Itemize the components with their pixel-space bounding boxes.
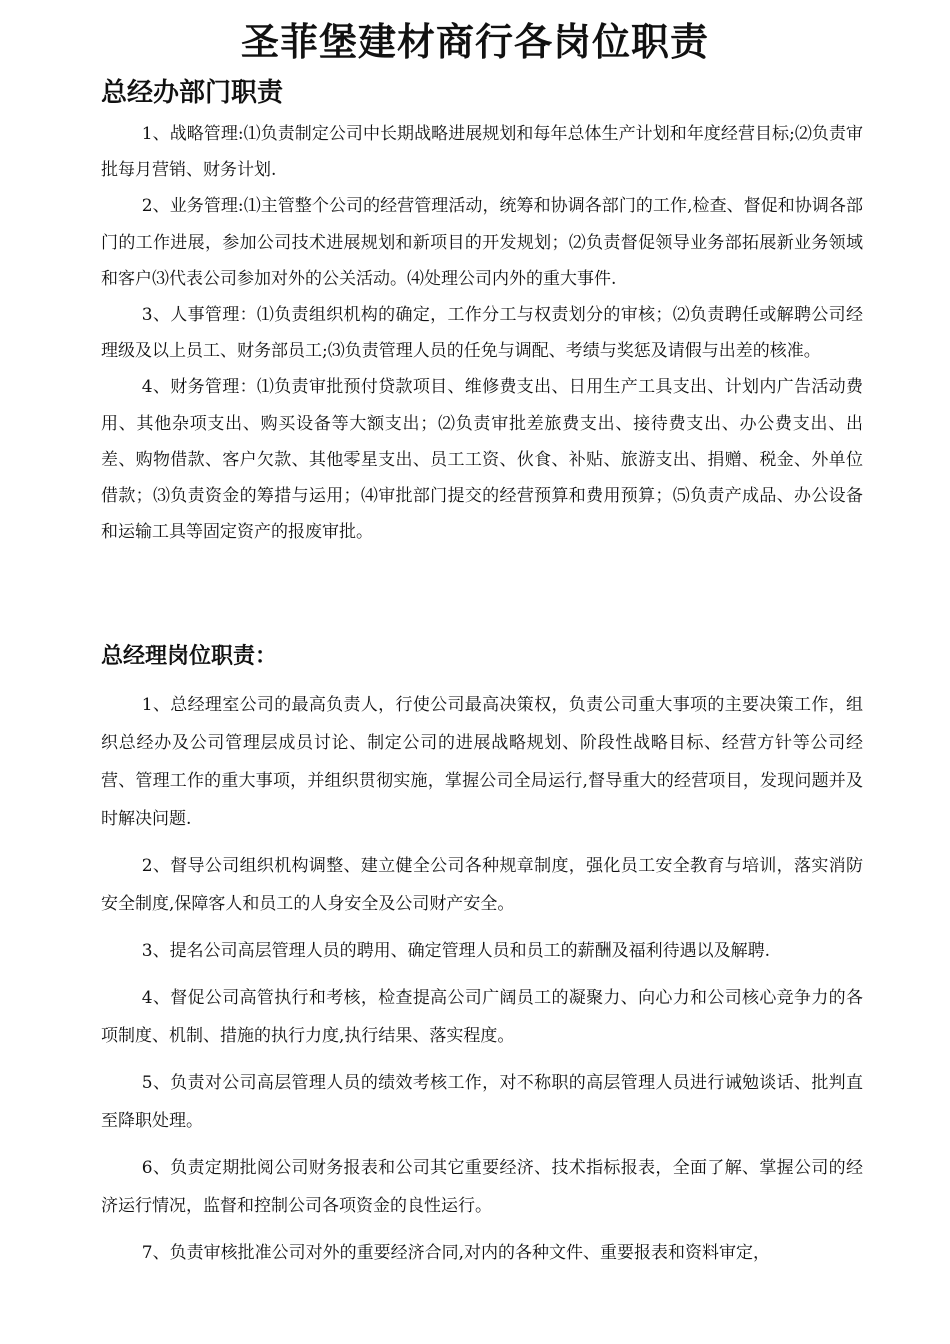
section-heading-general-office: 总经办部门职责 [101, 78, 284, 108]
section-heading-general-manager: 总经理岗位职责： [101, 644, 278, 669]
document-title: 圣菲堡建材商行各岗位职责 [240, 20, 709, 64]
duty-paragraph-personnel: 3、人事管理：⑴负责组织机构的确定，工作分工与权责划分的审核；⑵负责聘任或解聘公司经理级及以上员工、财务部员工;⑶负责管理人员的任免与调配、考绩与奖惩及请假与出差的核准。 [101, 305, 863, 362]
gm-duty-paragraph-2: 2、督导公司组织机构调整、建立健全公司各种规章制度，强化员工安全教育与培训，落实消防安全制度,保障客人和员工的人身安全及公司财产安全。 [101, 856, 863, 914]
general-office-duties [101, 116, 863, 550]
gm-duty-paragraph-7: 7、负责审核批准公司对外的重要经济合同,对内的各种文件、重要报表和资料审定， [141, 1243, 771, 1263]
duty-paragraph-strategy: 1、战略管理:⑴负责制定公司中长期战略进展规划和每年总体生产计划和年度经营目标;⑵负责审批每月营销、财务计划. [101, 124, 863, 181]
gm-duty-paragraph-5: 5、负责对公司高层管理人员的绩效考核工作，对不称职的高层管理人员进行诫勉谈话、批判直至降职处理。 [101, 1073, 863, 1131]
gm-duty-paragraph-4: 4、督促公司高管执行和考核，检查提高公司广阔员工的凝聚力、向心力和公司核心竞争力的各项制度、机制、措施的执行力度,执行结果、落实程度。 [101, 988, 863, 1046]
duty-paragraph-business: 2、业务管理:⑴主管整个公司的经营管理活动，统筹和协调各部门的工作,检查、督促和协调各部门的工作进展，参加公司技术进展规划和新项目的开发规划；⑵负责督促领导业务部拓展新业务领域和客户⑶代表公司参加对外的公关活动。⑷处理公司内外的重大事件. [101, 196, 863, 289]
gm-duty-paragraph-3: 3、提名公司高层管理人员的聘用、确定管理人员和员工的薪酬及福利待遇以及解聘. [141, 941, 771, 961]
gm-duty-paragraph-1: 1、总经理室公司的最高负责人，行使公司最高决策权，负责公司重大事项的主要决策工作，组织总经办及公司管理层成员讨论、制定公司的进展战略规划、阶段性战略目标、经营方针等公司经营、管理工作的重大事项，并组织贯彻实施，掌握公司全局运行,督导重大的经营项目，发现问题并及时解决问题. [101, 695, 863, 829]
general-manager-duties [101, 686, 863, 1281]
duty-paragraph-finance: 4、财务管理：⑴负责审批预付贷款项目、维修费支出、日用生产工具支出、计划内广告活动费用、其他杂项支出、购买设备等大额支出；⑵负责审批差旅费支出、接待费支出、办公费支出、出差、购物借款、客户欠款、其他零星支出、员工工资、伙食、补贴、旅游支出、捐赠、税金、外单位借款；⑶负责资金的筹措与运用；⑷审批部门提交的经营预算和费用预算；⑸负责产成品、办公设备和运输工具等固定资产的报废审批。 [101, 377, 863, 543]
gm-duty-paragraph-6: 6、负责定期批阅公司财务报表和公司其它重要经济、技术指标报表，全面了解、掌握公司的经济运行情况，监督和控制公司各项资金的良性运行。 [101, 1158, 863, 1216]
